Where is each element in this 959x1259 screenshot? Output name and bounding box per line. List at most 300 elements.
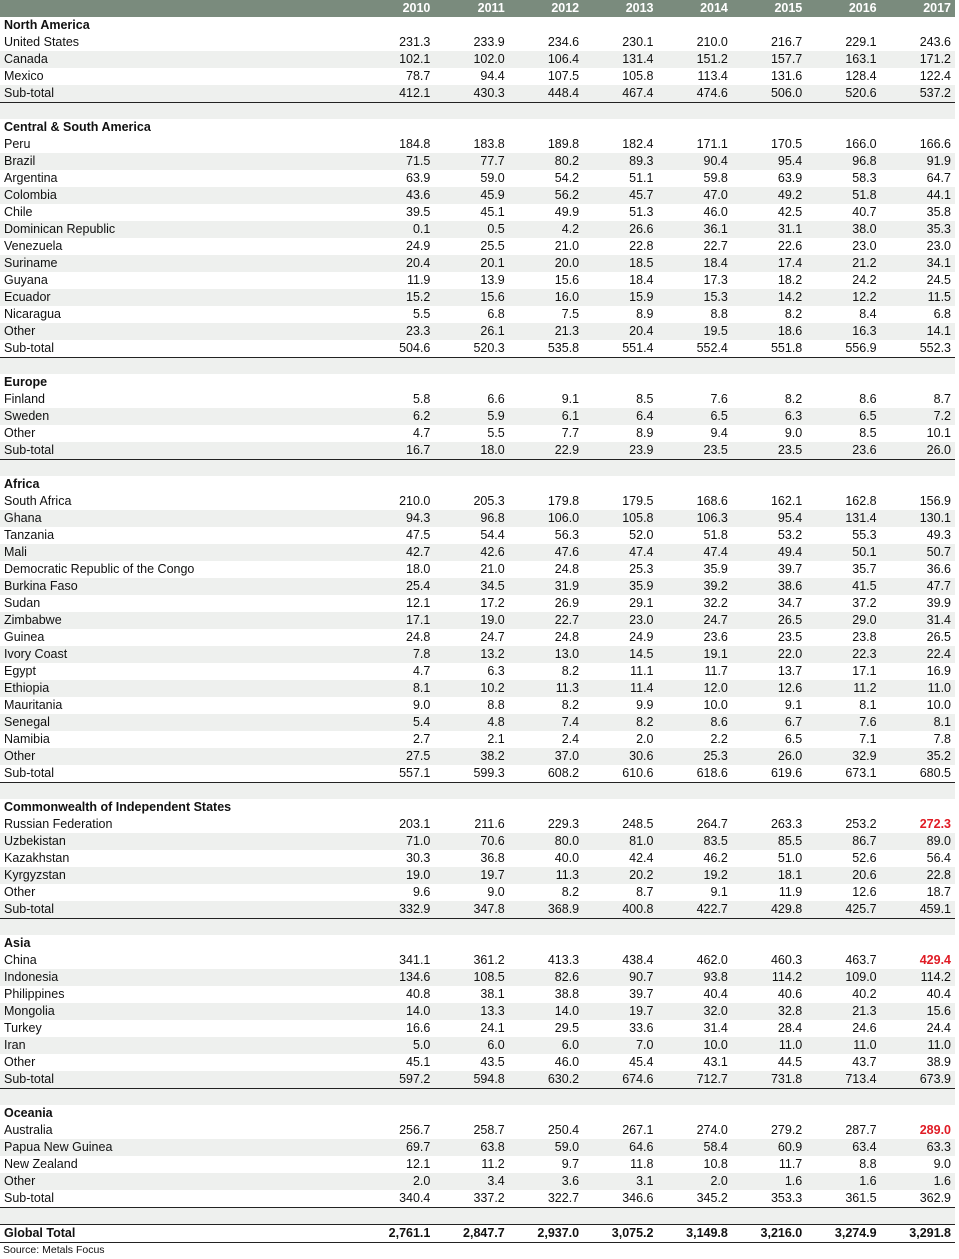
value-cell: 44.1 bbox=[881, 187, 955, 204]
table-row bbox=[0, 884, 955, 901]
region-title: Asia bbox=[0, 935, 955, 952]
region-header-row bbox=[0, 119, 955, 136]
value-cell: 229.1 bbox=[806, 34, 880, 51]
value-cell: 32.9 bbox=[806, 748, 880, 765]
value-cell: 19.7 bbox=[434, 867, 508, 884]
value-cell: 6.2 bbox=[360, 408, 434, 425]
value-cell: 47.5 bbox=[360, 527, 434, 544]
country-name: Ivory Coast bbox=[0, 646, 360, 663]
value-cell: 551.8 bbox=[732, 340, 806, 358]
value-cell: 106.0 bbox=[509, 510, 583, 527]
value-cell: 462.0 bbox=[658, 952, 732, 969]
value-cell: 23.3 bbox=[360, 323, 434, 340]
country-name: Burkina Faso bbox=[0, 578, 360, 595]
table-row bbox=[0, 748, 955, 765]
value-cell: 11.2 bbox=[806, 680, 880, 697]
value-cell: 6.7 bbox=[732, 714, 806, 731]
value-cell: 52.6 bbox=[806, 850, 880, 867]
value-cell: 28.4 bbox=[732, 1020, 806, 1037]
value-cell: 51.8 bbox=[806, 187, 880, 204]
value-cell: 105.8 bbox=[583, 68, 657, 85]
value-cell: 50.1 bbox=[806, 544, 880, 561]
value-cell: 5.0 bbox=[360, 1037, 434, 1054]
value-cell: 12.1 bbox=[360, 595, 434, 612]
value-cell: 250.4 bbox=[509, 1122, 583, 1139]
value-cell: 8.2 bbox=[583, 714, 657, 731]
value-cell: 14.0 bbox=[509, 1003, 583, 1020]
value-cell: 54.2 bbox=[509, 170, 583, 187]
value-cell: 23.5 bbox=[732, 629, 806, 646]
table-row bbox=[0, 850, 955, 867]
value-cell: 20.0 bbox=[509, 255, 583, 272]
value-cell: 22.7 bbox=[658, 238, 732, 255]
value-cell: 594.8 bbox=[434, 1071, 508, 1089]
country-name: Suriname bbox=[0, 255, 360, 272]
value-cell: 23.0 bbox=[881, 238, 955, 255]
region-title: Africa bbox=[0, 476, 955, 493]
table-row bbox=[0, 663, 955, 680]
value-cell: 43.7 bbox=[806, 1054, 880, 1071]
value-cell: 267.1 bbox=[583, 1122, 657, 1139]
subtotal-row bbox=[0, 442, 955, 460]
value-cell: 26.0 bbox=[881, 442, 955, 460]
table-body bbox=[0, 17, 955, 1243]
value-cell: 6.3 bbox=[434, 663, 508, 680]
table-row bbox=[0, 238, 955, 255]
value-cell: 21.0 bbox=[509, 238, 583, 255]
value-cell: 51.0 bbox=[732, 850, 806, 867]
value-cell: 46.2 bbox=[658, 850, 732, 867]
table-row bbox=[0, 425, 955, 442]
value-cell: 18.4 bbox=[583, 272, 657, 289]
value-cell: 19.5 bbox=[658, 323, 732, 340]
value-cell: 8.9 bbox=[583, 306, 657, 323]
country-name: Indonesia bbox=[0, 969, 360, 986]
country-name: Nicaragua bbox=[0, 306, 360, 323]
table-row bbox=[0, 731, 955, 748]
value-cell: 22.7 bbox=[509, 612, 583, 629]
value-cell: 3.1 bbox=[583, 1173, 657, 1190]
value-cell: 38.8 bbox=[509, 986, 583, 1003]
value-cell: 58.4 bbox=[658, 1139, 732, 1156]
value-cell: 43.1 bbox=[658, 1054, 732, 1071]
value-cell: 59.0 bbox=[434, 170, 508, 187]
value-cell: 36.1 bbox=[658, 221, 732, 238]
country-name: Canada bbox=[0, 51, 360, 68]
year-header: 2010 bbox=[360, 0, 434, 17]
country-name: Chile bbox=[0, 204, 360, 221]
value-cell: 35.7 bbox=[806, 561, 880, 578]
value-cell: 35.8 bbox=[881, 204, 955, 221]
value-cell: 203.1 bbox=[360, 816, 434, 833]
value-cell: 18.6 bbox=[732, 323, 806, 340]
value-cell: 35.9 bbox=[658, 561, 732, 578]
value-cell: 25.4 bbox=[360, 578, 434, 595]
table-row bbox=[0, 629, 955, 646]
value-cell: 332.9 bbox=[360, 901, 434, 919]
country-name: Other bbox=[0, 425, 360, 442]
value-cell: 32.8 bbox=[732, 1003, 806, 1020]
value-cell: 45.4 bbox=[583, 1054, 657, 1071]
value-cell: 31.4 bbox=[881, 612, 955, 629]
value-cell: 56.3 bbox=[509, 527, 583, 544]
value-cell: 58.3 bbox=[806, 170, 880, 187]
value-cell: 7.0 bbox=[583, 1037, 657, 1054]
value-cell: 13.2 bbox=[434, 646, 508, 663]
value-cell: 17.1 bbox=[360, 612, 434, 629]
value-cell: 166.0 bbox=[806, 136, 880, 153]
value-cell: 162.1 bbox=[732, 493, 806, 510]
country-name: Australia bbox=[0, 1122, 360, 1139]
value-cell: 11.4 bbox=[583, 680, 657, 697]
value-cell: 21.3 bbox=[806, 1003, 880, 1020]
section-spacer bbox=[0, 1089, 955, 1106]
value-cell: 4.7 bbox=[360, 663, 434, 680]
spacer-cell bbox=[0, 1089, 955, 1106]
year-header: 2015 bbox=[732, 0, 806, 17]
value-cell: 95.4 bbox=[732, 510, 806, 527]
value-cell: 618.6 bbox=[658, 765, 732, 783]
value-cell: 234.6 bbox=[509, 34, 583, 51]
country-name: New Zealand bbox=[0, 1156, 360, 1173]
subtotal-label: Sub-total bbox=[0, 901, 360, 919]
value-cell: 18.0 bbox=[434, 442, 508, 460]
value-cell: 183.8 bbox=[434, 136, 508, 153]
value-cell: 49.2 bbox=[732, 187, 806, 204]
value-cell: 40.2 bbox=[806, 986, 880, 1003]
value-cell: 230.1 bbox=[583, 34, 657, 51]
value-cell: 80.2 bbox=[509, 153, 583, 170]
table-row bbox=[0, 1173, 955, 1190]
highlighted-value: 289.0 bbox=[881, 1122, 955, 1139]
value-cell: 216.7 bbox=[732, 34, 806, 51]
value-cell: 156.9 bbox=[881, 493, 955, 510]
value-cell: 6.0 bbox=[509, 1037, 583, 1054]
value-cell: 2.1 bbox=[434, 731, 508, 748]
value-cell: 4.7 bbox=[360, 425, 434, 442]
value-cell: 54.4 bbox=[434, 527, 508, 544]
value-cell: 64.6 bbox=[583, 1139, 657, 1156]
value-cell: 45.7 bbox=[583, 187, 657, 204]
value-cell: 18.7 bbox=[881, 884, 955, 901]
value-cell: 18.0 bbox=[360, 561, 434, 578]
value-cell: 63.9 bbox=[360, 170, 434, 187]
value-cell: 16.6 bbox=[360, 1020, 434, 1037]
country-name: China bbox=[0, 952, 360, 969]
country-name: Mexico bbox=[0, 68, 360, 85]
value-cell: 506.0 bbox=[732, 85, 806, 103]
value-cell: 20.6 bbox=[806, 867, 880, 884]
table-row bbox=[0, 1003, 955, 1020]
value-cell: 1.6 bbox=[806, 1173, 880, 1190]
country-name: Kazakhstan bbox=[0, 850, 360, 867]
subtotal-row bbox=[0, 765, 955, 783]
value-cell: 16.0 bbox=[509, 289, 583, 306]
value-cell: 26.0 bbox=[732, 748, 806, 765]
value-cell: 23.6 bbox=[658, 629, 732, 646]
value-cell: 0.1 bbox=[360, 221, 434, 238]
value-cell: 26.5 bbox=[881, 629, 955, 646]
country-name: Sweden bbox=[0, 408, 360, 425]
region-header-row bbox=[0, 374, 955, 391]
subtotal-label: Sub-total bbox=[0, 85, 360, 103]
value-cell: 7.6 bbox=[806, 714, 880, 731]
value-cell: 22.8 bbox=[881, 867, 955, 884]
value-cell: 63.8 bbox=[434, 1139, 508, 1156]
global-total-value: 2,761.1 bbox=[360, 1225, 434, 1243]
value-cell: 400.8 bbox=[583, 901, 657, 919]
country-name: Sudan bbox=[0, 595, 360, 612]
table-row bbox=[0, 272, 955, 289]
value-cell: 211.6 bbox=[434, 816, 508, 833]
value-cell: 346.6 bbox=[583, 1190, 657, 1208]
year-header: 2016 bbox=[806, 0, 880, 17]
country-name: Namibia bbox=[0, 731, 360, 748]
value-cell: 47.6 bbox=[509, 544, 583, 561]
table-row bbox=[0, 255, 955, 272]
region-title: Commonwealth of Independent States bbox=[0, 799, 955, 816]
value-cell: 9.1 bbox=[509, 391, 583, 408]
spacer-cell bbox=[0, 919, 955, 936]
value-cell: 43.6 bbox=[360, 187, 434, 204]
value-cell: 2.0 bbox=[658, 1173, 732, 1190]
table-row bbox=[0, 561, 955, 578]
country-name: South Africa bbox=[0, 493, 360, 510]
value-cell: 7.6 bbox=[658, 391, 732, 408]
value-cell: 163.1 bbox=[806, 51, 880, 68]
value-cell: 60.9 bbox=[732, 1139, 806, 1156]
value-cell: 35.3 bbox=[881, 221, 955, 238]
subtotal-row bbox=[0, 1071, 955, 1089]
value-cell: 12.0 bbox=[658, 680, 732, 697]
global-total-value: 3,274.9 bbox=[806, 1225, 880, 1243]
value-cell: 23.0 bbox=[806, 238, 880, 255]
value-cell: 24.9 bbox=[583, 629, 657, 646]
value-cell: 64.7 bbox=[881, 170, 955, 187]
value-cell: 63.3 bbox=[881, 1139, 955, 1156]
table-row bbox=[0, 51, 955, 68]
spacer-cell bbox=[0, 103, 955, 120]
value-cell: 171.1 bbox=[658, 136, 732, 153]
value-cell: 0.5 bbox=[434, 221, 508, 238]
section-spacer bbox=[0, 1208, 955, 1225]
value-cell: 170.5 bbox=[732, 136, 806, 153]
value-cell: 340.4 bbox=[360, 1190, 434, 1208]
value-cell: 15.6 bbox=[509, 272, 583, 289]
value-cell: 14.1 bbox=[881, 323, 955, 340]
value-cell: 467.4 bbox=[583, 85, 657, 103]
value-cell: 38.1 bbox=[434, 986, 508, 1003]
value-cell: 39.7 bbox=[732, 561, 806, 578]
region-title: Europe bbox=[0, 374, 955, 391]
value-cell: 347.8 bbox=[434, 901, 508, 919]
value-cell: 179.5 bbox=[583, 493, 657, 510]
value-cell: 42.7 bbox=[360, 544, 434, 561]
global-total-value: 3,075.2 bbox=[583, 1225, 657, 1243]
table-row bbox=[0, 646, 955, 663]
value-cell: 24.1 bbox=[434, 1020, 508, 1037]
value-cell: 279.2 bbox=[732, 1122, 806, 1139]
value-cell: 1.6 bbox=[881, 1173, 955, 1190]
value-cell: 19.7 bbox=[583, 1003, 657, 1020]
value-cell: 243.6 bbox=[881, 34, 955, 51]
value-cell: 8.5 bbox=[806, 425, 880, 442]
value-cell: 42.4 bbox=[583, 850, 657, 867]
value-cell: 24.6 bbox=[806, 1020, 880, 1037]
value-cell: 94.4 bbox=[434, 68, 508, 85]
value-cell: 6.5 bbox=[806, 408, 880, 425]
country-name: Egypt bbox=[0, 663, 360, 680]
value-cell: 83.5 bbox=[658, 833, 732, 850]
value-cell: 184.8 bbox=[360, 136, 434, 153]
value-cell: 460.3 bbox=[732, 952, 806, 969]
value-cell: 32.2 bbox=[658, 595, 732, 612]
value-cell: 11.5 bbox=[881, 289, 955, 306]
country-name: United States bbox=[0, 34, 360, 51]
table-row bbox=[0, 714, 955, 731]
value-cell: 85.5 bbox=[732, 833, 806, 850]
value-cell: 21.3 bbox=[509, 323, 583, 340]
table-row bbox=[0, 289, 955, 306]
value-cell: 30.6 bbox=[583, 748, 657, 765]
table-row bbox=[0, 204, 955, 221]
value-cell: 12.6 bbox=[732, 680, 806, 697]
value-cell: 31.1 bbox=[732, 221, 806, 238]
value-cell: 341.1 bbox=[360, 952, 434, 969]
value-cell: 11.3 bbox=[509, 867, 583, 884]
country-name: Turkey bbox=[0, 1020, 360, 1037]
value-cell: 37.0 bbox=[509, 748, 583, 765]
value-cell: 504.6 bbox=[360, 340, 434, 358]
value-cell: 157.7 bbox=[732, 51, 806, 68]
value-cell: 256.7 bbox=[360, 1122, 434, 1139]
value-cell: 51.3 bbox=[583, 204, 657, 221]
value-cell: 11.9 bbox=[732, 884, 806, 901]
spacer-cell bbox=[0, 1208, 955, 1225]
value-cell: 35.9 bbox=[583, 578, 657, 595]
country-name: Uzbekistan bbox=[0, 833, 360, 850]
value-cell: 82.6 bbox=[509, 969, 583, 986]
value-cell: 41.5 bbox=[806, 578, 880, 595]
year-header: 2014 bbox=[658, 0, 732, 17]
value-cell: 49.3 bbox=[881, 527, 955, 544]
value-cell: 231.3 bbox=[360, 34, 434, 51]
value-cell: 10.0 bbox=[881, 697, 955, 714]
value-cell: 130.1 bbox=[881, 510, 955, 527]
country-name: Venezuela bbox=[0, 238, 360, 255]
value-cell: 24.8 bbox=[509, 629, 583, 646]
value-cell: 11.3 bbox=[509, 680, 583, 697]
table-row bbox=[0, 697, 955, 714]
value-cell: 229.3 bbox=[509, 816, 583, 833]
value-cell: 4.8 bbox=[434, 714, 508, 731]
value-cell: 11.0 bbox=[732, 1037, 806, 1054]
value-cell: 353.3 bbox=[732, 1190, 806, 1208]
region-header-row bbox=[0, 799, 955, 816]
value-cell: 59.8 bbox=[658, 170, 732, 187]
value-cell: 12.2 bbox=[806, 289, 880, 306]
value-cell: 287.7 bbox=[806, 1122, 880, 1139]
global-total-value: 2,847.7 bbox=[434, 1225, 508, 1243]
value-cell: 80.0 bbox=[509, 833, 583, 850]
highlighted-value: 272.3 bbox=[881, 816, 955, 833]
country-name: Guyana bbox=[0, 272, 360, 289]
value-cell: 264.7 bbox=[658, 816, 732, 833]
value-cell: 18.4 bbox=[658, 255, 732, 272]
value-cell: 8.1 bbox=[881, 714, 955, 731]
value-cell: 8.2 bbox=[732, 391, 806, 408]
value-cell: 6.0 bbox=[434, 1037, 508, 1054]
value-cell: 39.9 bbox=[881, 595, 955, 612]
table-row bbox=[0, 867, 955, 884]
value-cell: 10.0 bbox=[658, 697, 732, 714]
value-cell: 24.8 bbox=[509, 561, 583, 578]
value-cell: 55.3 bbox=[806, 527, 880, 544]
value-cell: 13.7 bbox=[732, 663, 806, 680]
value-cell: 20.4 bbox=[583, 323, 657, 340]
value-cell: 47.0 bbox=[658, 187, 732, 204]
country-name: Brazil bbox=[0, 153, 360, 170]
value-cell: 9.0 bbox=[434, 884, 508, 901]
value-cell: 253.2 bbox=[806, 816, 880, 833]
value-cell: 52.0 bbox=[583, 527, 657, 544]
value-cell: 6.3 bbox=[732, 408, 806, 425]
value-cell: 69.7 bbox=[360, 1139, 434, 1156]
value-cell: 9.1 bbox=[732, 697, 806, 714]
subtotal-label: Sub-total bbox=[0, 340, 360, 358]
value-cell: 438.4 bbox=[583, 952, 657, 969]
value-cell: 42.6 bbox=[434, 544, 508, 561]
section-spacer bbox=[0, 783, 955, 800]
value-cell: 109.0 bbox=[806, 969, 880, 986]
value-cell: 29.0 bbox=[806, 612, 880, 629]
spacer-cell bbox=[0, 460, 955, 477]
value-cell: 40.0 bbox=[509, 850, 583, 867]
value-cell: 24.5 bbox=[881, 272, 955, 289]
table-row bbox=[0, 1156, 955, 1173]
value-cell: 47.4 bbox=[583, 544, 657, 561]
value-cell: 20.1 bbox=[434, 255, 508, 272]
table-row bbox=[0, 391, 955, 408]
value-cell: 96.8 bbox=[806, 153, 880, 170]
value-cell: 274.0 bbox=[658, 1122, 732, 1139]
year-header: 2017 bbox=[881, 0, 955, 17]
value-cell: 26.6 bbox=[583, 221, 657, 238]
value-cell: 9.6 bbox=[360, 884, 434, 901]
value-cell: 38.0 bbox=[806, 221, 880, 238]
value-cell: 673.9 bbox=[881, 1071, 955, 1089]
table-row bbox=[0, 680, 955, 697]
global-total-row bbox=[0, 1225, 955, 1243]
value-cell: 39.2 bbox=[658, 578, 732, 595]
section-spacer bbox=[0, 460, 955, 477]
value-cell: 15.3 bbox=[658, 289, 732, 306]
section-spacer bbox=[0, 919, 955, 936]
value-cell: 131.6 bbox=[732, 68, 806, 85]
value-cell: 108.5 bbox=[434, 969, 508, 986]
value-cell: 233.9 bbox=[434, 34, 508, 51]
country-name: Ethiopia bbox=[0, 680, 360, 697]
value-cell: 38.9 bbox=[881, 1054, 955, 1071]
country-name: Zimbabwe bbox=[0, 612, 360, 629]
table-row bbox=[0, 578, 955, 595]
value-cell: 89.0 bbox=[881, 833, 955, 850]
value-cell: 6.6 bbox=[434, 391, 508, 408]
value-cell: 24.2 bbox=[806, 272, 880, 289]
country-name: Guinea bbox=[0, 629, 360, 646]
value-cell: 8.2 bbox=[732, 306, 806, 323]
value-cell: 40.8 bbox=[360, 986, 434, 1003]
